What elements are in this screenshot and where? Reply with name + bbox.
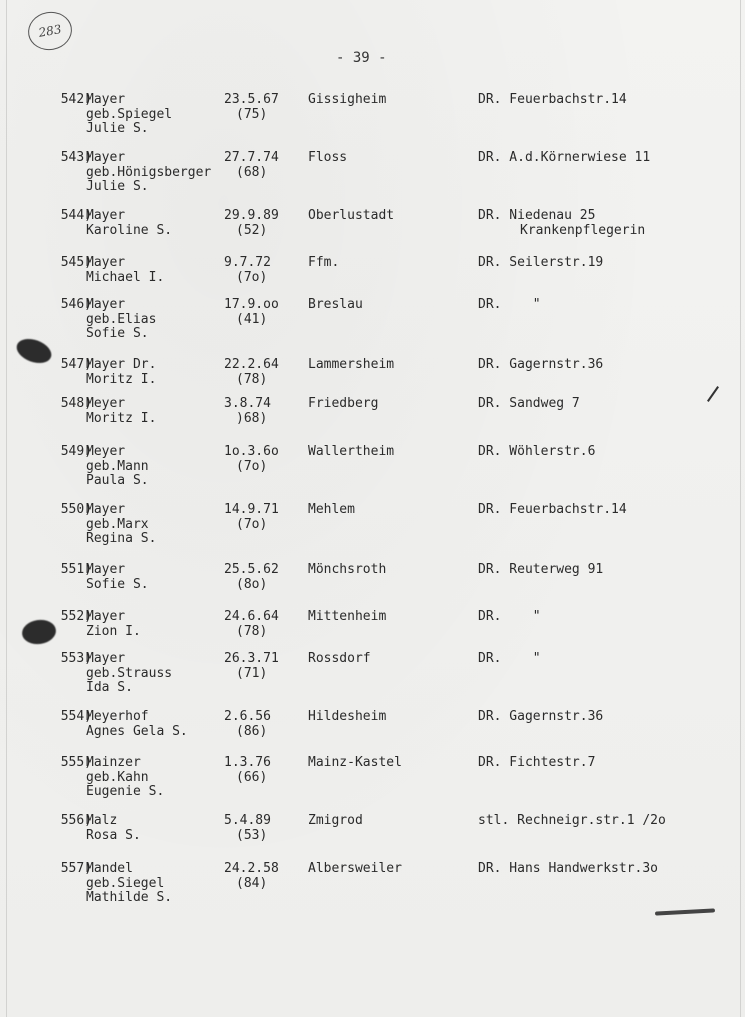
entry-names (86, 397, 156, 426)
age: (78) (236, 623, 268, 639)
birth-place: Albersweiler (308, 861, 402, 876)
birth-date: 9.7.72 (224, 255, 271, 270)
address-line: DR. Hans Handwerkstr.3o (478, 861, 659, 876)
entry-names (86, 503, 156, 547)
entry-number: 546) (60, 297, 92, 312)
entry-names (86, 298, 156, 342)
address-line: DR. Reuterweg 91 (478, 562, 604, 577)
address (478, 397, 580, 412)
name-line: Mathilde S. (86, 890, 173, 905)
name-line: Julie S. (86, 121, 149, 136)
name-line: Rosa S. (86, 827, 141, 843)
entry-names (86, 445, 149, 489)
address (478, 298, 541, 313)
birth-place: Mainz-Kastel (308, 755, 402, 770)
birth-date: 22.2.64 (224, 357, 279, 372)
age: (78) (236, 371, 268, 387)
entry-names (86, 358, 156, 387)
entry-names (86, 151, 211, 195)
address (478, 610, 541, 625)
birth-date: 17.9.oo (224, 297, 279, 312)
scan-edge-line (740, 0, 741, 1017)
birth-place: Lammersheim (308, 357, 395, 372)
birth-date: 3.8.74 (224, 396, 271, 411)
birth-date: 23.5.67 (224, 92, 279, 107)
address (478, 256, 603, 271)
entry-number: 549) (60, 444, 92, 459)
entry-number: 556) (60, 813, 92, 828)
birth-place: Mehlem (308, 502, 355, 517)
name-line: Agnes Gela S. (86, 723, 188, 739)
birth-place: Oberlustadt (308, 208, 395, 223)
name-line: geb.Mann (86, 458, 149, 474)
name-line: Meyer (86, 444, 126, 459)
name-line: Mandel (86, 861, 133, 876)
birth-place: Hildesheim (308, 709, 387, 724)
address-line: DR. " (478, 609, 541, 624)
pen-mark (707, 386, 719, 402)
entry-number: 545) (60, 255, 92, 270)
name-line: Karoline S. (86, 222, 173, 238)
entry-number: 547) (60, 357, 92, 372)
name-line: Sofie S. (86, 576, 149, 592)
entry-names (86, 610, 141, 639)
page-number: - 39 - (336, 50, 387, 66)
name-line: geb.Siegel (86, 875, 165, 891)
archive-stamp: 283 (25, 8, 75, 53)
entry-number: 552) (60, 609, 92, 624)
birth-date: 27.7.74 (224, 150, 279, 165)
birth-place: Mönchsroth (308, 562, 387, 577)
address-line: DR. " (478, 651, 541, 666)
entry-names (86, 756, 164, 800)
entry-names (86, 652, 172, 696)
age: (84) (236, 875, 268, 891)
birth-date: 29.9.89 (224, 208, 279, 223)
age: (8o) (236, 576, 268, 592)
entry-names (86, 710, 188, 739)
address-line: DR. Fichtestr.7 (478, 755, 596, 770)
entry-number: 554) (60, 709, 92, 724)
entry-names (86, 93, 172, 137)
name-line: Ida S. (86, 680, 133, 695)
address-line: Krankenpflegerin (520, 222, 646, 238)
address-line: DR. Gagernstr.36 (478, 709, 604, 724)
name-line: Regina S. (86, 531, 157, 546)
name-line: geb.Hönigsberger (86, 164, 212, 180)
scan-edge-line (6, 0, 7, 1017)
address (478, 710, 603, 725)
address (478, 445, 595, 460)
name-line: Eugenie S. (86, 784, 165, 799)
name-line: Mayer (86, 255, 126, 270)
address-line: DR. A.d.Körnerwiese 11 (478, 150, 651, 165)
address-line: DR. " (478, 297, 541, 312)
address-line: DR. Seilerstr.19 (478, 255, 604, 270)
name-line: Mayer (86, 651, 126, 666)
address-line: DR. Niedenau 25 (478, 208, 596, 223)
address (478, 862, 658, 877)
address-line: DR. Gagernstr.36 (478, 357, 604, 372)
entry-number: 557) (60, 861, 92, 876)
birth-date: 25.5.62 (224, 562, 279, 577)
address (478, 563, 603, 578)
address-line: DR. Wöhlerstr.6 (478, 444, 596, 459)
name-line: Mayer (86, 208, 126, 223)
birth-place: Breslau (308, 297, 363, 312)
entry-number: 555) (60, 755, 92, 770)
name-line: geb.Marx (86, 516, 149, 532)
name-line: Meyer (86, 396, 126, 411)
birth-place: Friedberg (308, 396, 379, 411)
name-line: Paula S. (86, 473, 149, 488)
address (478, 151, 650, 166)
entry-number: 551) (60, 562, 92, 577)
name-line: Moritz I. (86, 410, 157, 426)
birth-date: 2.6.56 (224, 709, 271, 724)
name-line: Mayer (86, 150, 126, 165)
address (478, 93, 627, 108)
entry-number: 542) (60, 92, 92, 107)
address-line: stl. Rechneigr.str.1 /2o (478, 813, 666, 828)
name-line: Julie S. (86, 179, 149, 194)
name-line: Sofie S. (86, 326, 149, 341)
address (478, 652, 541, 667)
entry-names (86, 256, 164, 285)
birth-date: 1o.3.6o (224, 444, 279, 459)
birth-date: 24.6.64 (224, 609, 279, 624)
name-line: Mayer (86, 92, 126, 107)
birth-place: Rossdorf (308, 651, 371, 666)
birth-date: 14.9.71 (224, 502, 279, 517)
birth-date: 5.4.89 (224, 813, 271, 828)
age: (68) (236, 164, 268, 180)
address (478, 209, 645, 238)
age: (66) (236, 769, 268, 785)
address-line: DR. Feuerbachstr.14 (478, 92, 627, 107)
age: (41) (236, 311, 268, 327)
birth-date: 1.3.76 (224, 755, 271, 770)
name-line: geb.Spiegel (86, 106, 173, 122)
name-line: geb.Kahn (86, 769, 149, 785)
age: (7o) (236, 516, 268, 532)
entry-number: 544) (60, 208, 92, 223)
name-line: Zion I. (86, 623, 141, 639)
birth-place: Zmigrod (308, 813, 363, 828)
name-line: geb.Elias (86, 311, 157, 327)
entry-names (86, 862, 172, 906)
name-line: geb.Strauss (86, 665, 173, 681)
age: (75) (236, 106, 268, 122)
birth-place: Gissigheim (308, 92, 387, 107)
name-line: Malz (86, 813, 118, 828)
birth-place: Floss (308, 150, 348, 165)
name-line: Mayer (86, 562, 126, 577)
entry-number: 548) (60, 396, 92, 411)
address-line: DR. Sandweg 7 (478, 396, 580, 411)
birth-place: Wallertheim (308, 444, 395, 459)
age: (71) (236, 665, 268, 681)
age: )68) (236, 410, 268, 426)
entry-number: 553) (60, 651, 92, 666)
entry-names (86, 209, 172, 238)
name-line: Mayer (86, 502, 126, 517)
age: (52) (236, 222, 268, 238)
birth-place: Mittenheim (308, 609, 387, 624)
address (478, 358, 603, 373)
birth-place: Ffm. (308, 255, 340, 270)
name-line: Mainzer (86, 755, 141, 770)
age: (7o) (236, 269, 268, 285)
name-line: Mayer Dr. (86, 357, 157, 372)
name-line: Mayer (86, 609, 126, 624)
birth-date: 24.2.58 (224, 861, 279, 876)
entry-number: 543) (60, 150, 92, 165)
pen-scribble (655, 908, 715, 915)
name-line: Michael I. (86, 269, 165, 285)
address (478, 503, 627, 518)
entry-number: 550) (60, 502, 92, 517)
name-line: Mayer (86, 297, 126, 312)
name-line: Meyerhof (86, 709, 149, 724)
address (478, 814, 666, 829)
age: (53) (236, 827, 268, 843)
age: (86) (236, 723, 268, 739)
name-line: Moritz I. (86, 371, 157, 387)
entry-names (86, 814, 141, 843)
birth-date: 26.3.71 (224, 651, 279, 666)
entry-names (86, 563, 149, 592)
address-line: DR. Feuerbachstr.14 (478, 502, 627, 517)
address (478, 756, 595, 771)
age: (7o) (236, 458, 268, 474)
